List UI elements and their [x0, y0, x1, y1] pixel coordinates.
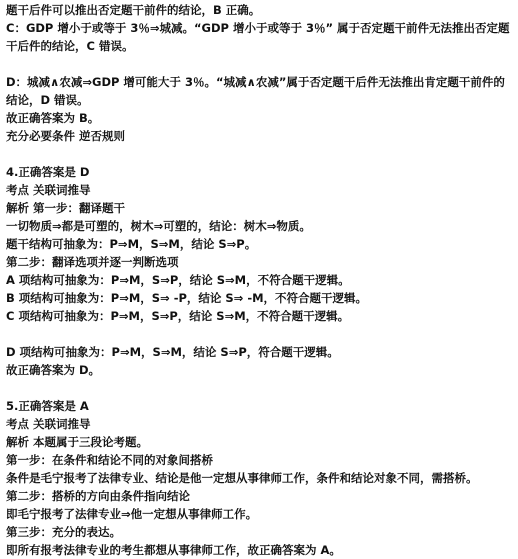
blank-line — [6, 379, 514, 397]
text-line: B 项结构可抽象为：P⇒M，S⇒ -P，结论 S⇒ -M，不符合题干逻辑。 — [6, 291, 368, 305]
blank-line — [6, 325, 514, 343]
blank-line — [6, 145, 514, 163]
text-line: D 项结构可抽象为：P⇒M，S⇒M，结论 S⇒P，符合题干逻辑。 — [6, 345, 339, 359]
text-line: D：城减∧农减⇒GDP 增可能大于 3％。“城减∧农减”属于否定题干后件无法推出肯定题干前件的结论，D 错误。 — [6, 75, 505, 107]
text-line: 故正确答案为 D。 — [6, 363, 101, 377]
answer-heading-4: 4.正确答案是 D — [6, 165, 90, 179]
text-line: 一切物质⇒都是可塑的，树木⇒可塑的，结论：树木⇒物质。 — [6, 219, 311, 233]
text-line: 即所有报考法律专业的考生都想从事律师工作，故正确答案为 A。 — [6, 543, 341, 557]
text-line: 即毛宁报考了法律专业⇒他一定想从事律师工作。 — [6, 507, 258, 521]
text-line: 第二步：翻译选项并逐一判断选项 — [6, 255, 179, 269]
text-line: A 项结构可抽象为：P⇒M，S⇒P，结论 S⇒M，不符合题干逻辑。 — [6, 273, 350, 287]
text-line: 解析 本题属于三段论考题。 — [6, 435, 149, 449]
answer-heading-5: 5.正确答案是 A — [6, 399, 89, 413]
text-line: 考点 关联词推导 — [6, 183, 91, 197]
blank-line — [6, 55, 514, 73]
text-line: C 项结构可抽象为：P⇒M，S⇒P，结论 S⇒M，不符合题干逻辑。 — [6, 309, 350, 323]
text-line: 故正确答案为 B。 — [6, 111, 100, 125]
text-line: 题干结构可抽象为：P⇒M，S⇒M，结论 S⇒P。 — [6, 237, 257, 251]
text-line: 第一步：在条件和结论不同的对象间搭桥 — [6, 453, 213, 467]
text-line: 考点 关联词推导 — [6, 417, 91, 431]
text-line: 条件是毛宁报考了法律专业、结论是他一定想从事律师工作，条件和结论对象不同，需搭桥。 — [6, 471, 478, 485]
text-line: 第二步：搭桥的方向由条件指向结论 — [6, 489, 190, 503]
answer-explanation-text — [6, 1, 514, 559]
text-line: C：GDP 增小于或等于 3％⇒城减。“GDP 增小于或等于 3％” 属于否定题干前件无法推出否定题干后件的结论，C 错误。 — [6, 21, 510, 53]
text-line: 解析 第一步：翻译题干 — [6, 201, 126, 215]
text-line: 题干后件可以推出否定题干前件的结论，B 正确。 — [6, 3, 261, 17]
text-line: 充分必要条件 逆否规则 — [6, 129, 126, 143]
text-line: 第三步：充分的表达。 — [6, 525, 121, 539]
